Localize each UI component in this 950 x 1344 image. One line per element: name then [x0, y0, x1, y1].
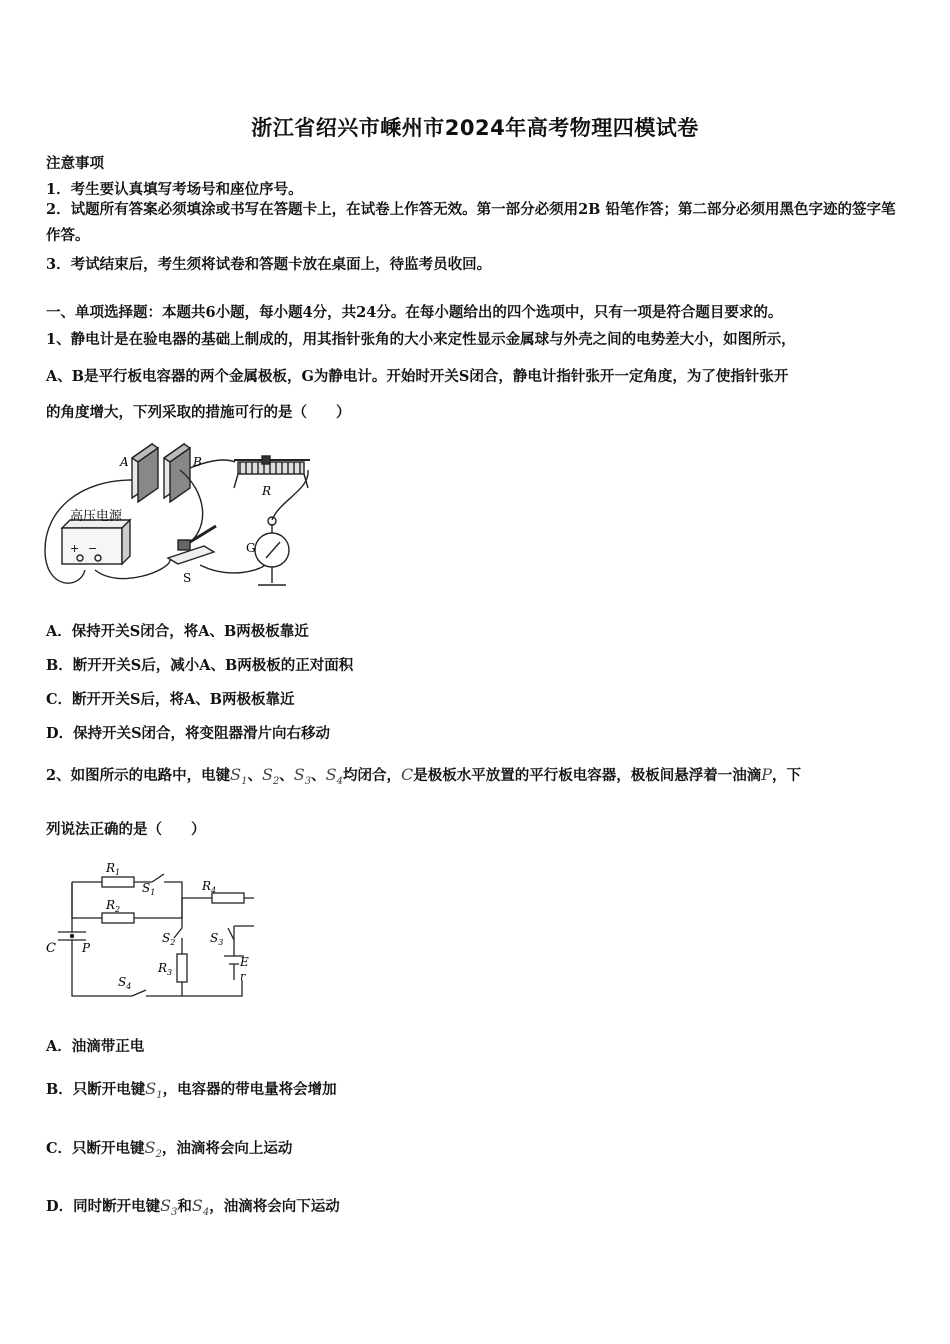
- q2-stem-line-2: 列说法正确的是（ ）: [46, 821, 206, 838]
- section-heading: 一、单项选择题：本题共6小题，每小题4分，共24分。在每小题给出的四个选项中，只有一项是符合题目要求的。: [46, 304, 783, 321]
- page-title: 浙江省绍兴市嵊州市2024年高考物理四模试卷: [251, 116, 699, 140]
- svg-text:−: −: [88, 542, 98, 555]
- q1-option-a: A．保持开关S闭合，将A、B两极板靠近: [46, 623, 309, 640]
- q1-circuit-figure: [40, 440, 330, 600]
- resistor-r3: [177, 954, 187, 982]
- q1-option-c: C．断开开关S后，将A、B两极板靠近: [46, 691, 295, 708]
- svg-text:S2: $S_2$: [162, 931, 176, 947]
- q2-option-b: B．只断开电键$S_1$，电容器的带电量将会增加: [46, 1079, 337, 1102]
- label-r: R: [262, 484, 272, 498]
- label-a: A: [120, 455, 129, 469]
- electrometer-g: [255, 533, 289, 567]
- notice-item-2: 2．试题所有答案必须填涂或书写在答题卡上，在试卷上作答无效。第一部分必须用2B 铅笔作答；第二部分必须用黑色字迹的签字笔作答。: [46, 201, 896, 244]
- switch-s: [168, 546, 214, 564]
- q1-stem-line-3: 的角度增大，下列采取的措施可行的是（ ）: [46, 404, 351, 421]
- power-supply-label: 高压电源: [70, 509, 123, 524]
- resistor-r1: [102, 877, 134, 887]
- svg-text:P: P: [82, 941, 91, 955]
- q2-option-d: D．同时断开电键$S_3$和$S_4$，油滴将会向下运动: [46, 1196, 340, 1219]
- label-s: S: [183, 571, 192, 585]
- label-g: G: [246, 541, 256, 555]
- q1-option-d: D．保持开关S闭合，将变阻器滑片向右移动: [46, 725, 331, 742]
- svg-text:R2: $R_2$: [106, 898, 121, 914]
- q2-stem-line-1: 2、如图所示的电路中，电键$S_1$、$S_2$、$S_3$、$S_4$均闭合，C是极板水平放置的平行板电容器，极板间悬浮着一油滴P，下: [46, 765, 801, 788]
- svg-text:C: C: [46, 941, 56, 956]
- q1-stem-line-1: 1、静电计是在验电器的基础上制成的，用其指针张角的大小来定性显示金属球与外壳之间的电势差大小，如图所示，: [46, 331, 796, 348]
- notice-item-3: 3．考试结束后，考生须将试卷和答题卡放在桌面上，待监考员收回。: [46, 256, 492, 273]
- q2-circuit-figure: [44, 858, 254, 1003]
- q2-option-a: A．油滴带正电: [46, 1038, 145, 1055]
- svg-text:+: +: [70, 542, 80, 555]
- q1-option-b: B．断开开关S后，减小A、B两极板的正对面积: [46, 657, 354, 674]
- svg-text:R3: $R_3$: [158, 961, 173, 977]
- q2-option-c: C．只断开电键$S_2$，油滴将会向上运动: [46, 1138, 293, 1161]
- notice-item-1: 1．考生要认真填写考场号和座位序号。: [46, 181, 303, 198]
- q1-stem-line-2: A、B是平行板电容器的两个金属极板，G为静电计。开始时开关S闭合，静电计指针张开一定角度，为了使指针张开: [46, 368, 789, 385]
- notice-heading: 注意事项: [46, 155, 104, 172]
- svg-text:R1: $R_1$: [106, 861, 121, 877]
- svg-text:S3: $S_3$: [210, 931, 224, 947]
- label-b: B: [193, 455, 202, 469]
- svg-text:S4: $S_4$: [118, 975, 132, 991]
- svg-text:r: r: [240, 970, 246, 983]
- svg-text:S1: $S_1$: [142, 881, 156, 897]
- resistor-r2: [102, 913, 134, 923]
- resistor-r4: [212, 893, 244, 903]
- svg-text:R4: $R_4$: [202, 879, 217, 895]
- svg-text:E: E: [240, 955, 249, 969]
